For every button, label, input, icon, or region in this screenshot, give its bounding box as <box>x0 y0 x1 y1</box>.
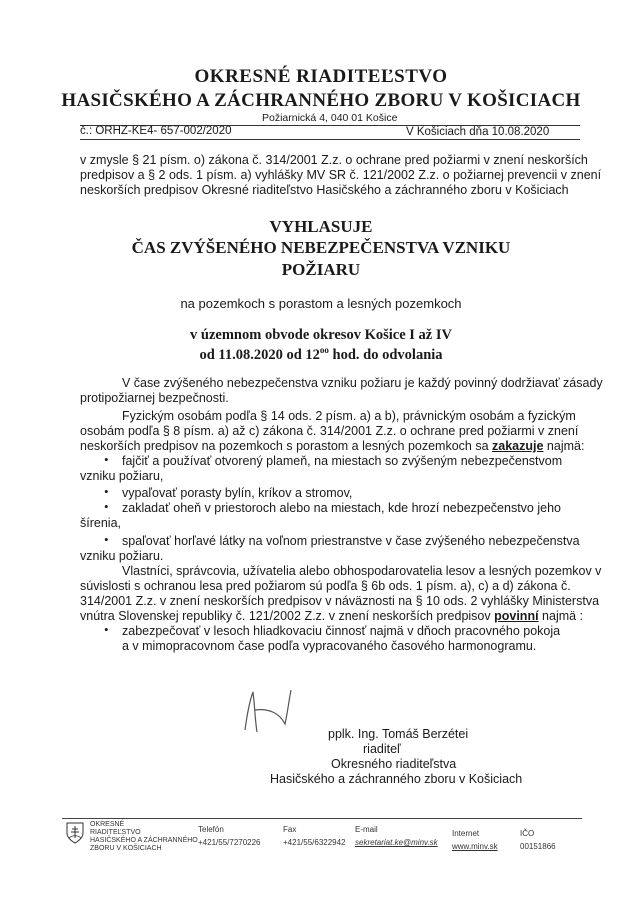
footer-email-label: E-mail <box>355 825 378 834</box>
paragraph-line: 314/2001 Z.z. v znení neskorších predpisov v náväznosti na § 10 ods. 2 vyhlášky Ministerstva <box>80 594 600 608</box>
paragraph-line: protipožiarnej bezpečnosti. <box>80 391 229 405</box>
intro-line: neskorších predpisov Okresné riaditeľstvo Hasičského a záchranného zboru v Košiciach <box>80 183 569 197</box>
bullet-icon: • <box>104 622 109 637</box>
paragraph-line <box>80 439 584 453</box>
bullet-line: vypaľovať porasty bylín, kríkov a stromov, <box>122 486 353 500</box>
footer-divider <box>62 818 582 819</box>
bullet-icon: • <box>104 499 109 514</box>
bullet-icon: • <box>104 484 109 499</box>
paragraph-line <box>80 609 583 623</box>
footer-org-line: RIADITEĽSTVO <box>90 829 141 836</box>
declaration-heading: VYHLASUJE <box>269 217 373 236</box>
paragraph-text: najmä: <box>543 439 585 453</box>
signatory-name: pplk. Ing. Tomáš Berzétei <box>328 727 469 741</box>
declaration-area: v územnom obvode okresov Košice I až IV <box>190 327 452 343</box>
footer-ico-label: IČO <box>520 829 535 838</box>
bullet-icon: • <box>104 532 109 547</box>
declaration-title-line1: ČAS ZVÝŠENÉHO NEBEZPEČENSTVA VZNIKU <box>131 238 511 257</box>
signatory-role: riaditeľ <box>363 742 401 756</box>
header-address: Požiarnická 4, 040 01 Košice <box>262 112 398 124</box>
paragraph-text: najmä : <box>538 609 584 623</box>
bullet-line: zabezpečovať v lesoch hliadkovaciu činnosť najmä v dňoch pracovného pokoja <box>122 624 561 638</box>
bullet-line: fajčiť a používať otvorený plameň, na miestach so zvýšeným nebezpečenstvom <box>122 454 563 468</box>
declaration-subtitle: na pozemkoch s porastom a lesných pozemkoch <box>180 296 462 311</box>
header-org-line1: OKRESNÉ RIADITEĽSTVO <box>194 66 448 87</box>
footer-web[interactable]: www.minv.sk <box>452 842 498 851</box>
header-org-line2: HASIČSKÉHO A ZÁCHRANNÉHO ZBORU V KOŠICIACH <box>61 90 581 111</box>
paragraph-line: osobám podľa § 8 písm. a) až c) zákona č. 314/2001 Z.z. o ochrane pred požiarmi v znení <box>80 424 579 438</box>
footer-phone-label: Telefón <box>198 825 224 834</box>
bullet-line: vzniku požiaru, <box>80 469 164 483</box>
signatory-org1: Okresného riaditeľstva <box>331 757 457 771</box>
coat-of-arms-icon <box>66 822 84 844</box>
declaration-title-line2: POŽIARU <box>281 260 361 279</box>
period-suffix: hod. do odvolania <box>328 346 443 363</box>
footer-org-line: HASIČSKÉHO A ZÁCHRANNÉHO <box>90 837 198 844</box>
footer-ico: 00151866 <box>520 842 556 851</box>
footer-email[interactable]: sekretariat.ke@minv.sk <box>355 838 438 847</box>
footer-org-line: ZBORU V KOŠICIACH <box>90 845 162 852</box>
paragraph-line: Fyzickým osobám podľa § 14 ods. 2 písm. a) a b), právnickým osobám a fyzickým <box>122 409 576 423</box>
paragraph-text: vnútra Slovenskej republiky č. 121/2002 Z.z. v znení neskorších predpisov <box>80 609 495 623</box>
bullet-line: zakladať oheň v priestoroch alebo na miestach, kde hrozí nebezpečenstvo jeho <box>122 501 561 515</box>
footer-phone: +421/55/7270226 <box>198 838 261 847</box>
bullet-line: šírenia, <box>80 516 121 530</box>
reference-number: č.: ORHZ-KE4- 657-002/2020 <box>80 125 232 137</box>
intro-line: predpisov a § 2 ods. 1 písm. a) vyhlášky MV SR č. 121/2002 Z.z. o požiarnej prevencii v znení <box>80 168 602 182</box>
bullet-line: spaľovať horľavé látky na voľnom priestranstve v čase zvýšeného nebezpečenstva <box>122 534 580 548</box>
intro-line: v zmysle § 21 písm. o) zákona č. 314/2001 Z.z. o ochrane pred požiarmi v znení neskorších <box>80 153 588 167</box>
paragraph-text: neskorších predpisov na pozemkoch s porastom a lesných pozemkoch sa <box>80 439 493 453</box>
footer-web-label: Internet <box>452 829 480 838</box>
bullet-line: vzniku požiaru. <box>80 549 164 563</box>
paragraph-line: Vlastníci, správcovia, užívatelia alebo obhospodarovatelia lesov a lesných pozemkov v <box>122 564 602 578</box>
footer-org-block <box>90 821 200 853</box>
document-date: V Košiciach dňa 10.08.2020 <box>406 126 550 138</box>
handwritten-signature <box>225 680 335 740</box>
bullet-line: a v mimopracovnom čase podľa vypracovaného časového harmonogramu. <box>122 639 537 653</box>
paragraph-line: súvislosti s ochranou lesa pred požiarom sú podľa § 6b ods. 1 písm. a), c) a d) zákona č. <box>80 579 571 593</box>
reference-divider <box>80 139 580 140</box>
prohibits-emphasis: zakazuje <box>492 439 544 453</box>
period-superscript: oo <box>319 345 329 355</box>
signatory-org2: Hasičského a záchranného zboru v Košiciach <box>270 772 523 786</box>
footer-fax-label: Fax <box>283 825 297 834</box>
declaration-period <box>0 345 642 364</box>
footer-org-line: OKRESNÉ <box>90 821 125 828</box>
footer-fax: +421/55/6322942 <box>283 838 346 847</box>
period-prefix: od 11.08.2020 od 12 <box>199 346 320 363</box>
obliged-emphasis: povinní <box>494 609 539 623</box>
bullet-icon: • <box>104 452 109 467</box>
paragraph-line: V čase zvýšeného nebezpečenstva vzniku požiaru je každý povinný dodržiavať zásady <box>122 376 603 390</box>
